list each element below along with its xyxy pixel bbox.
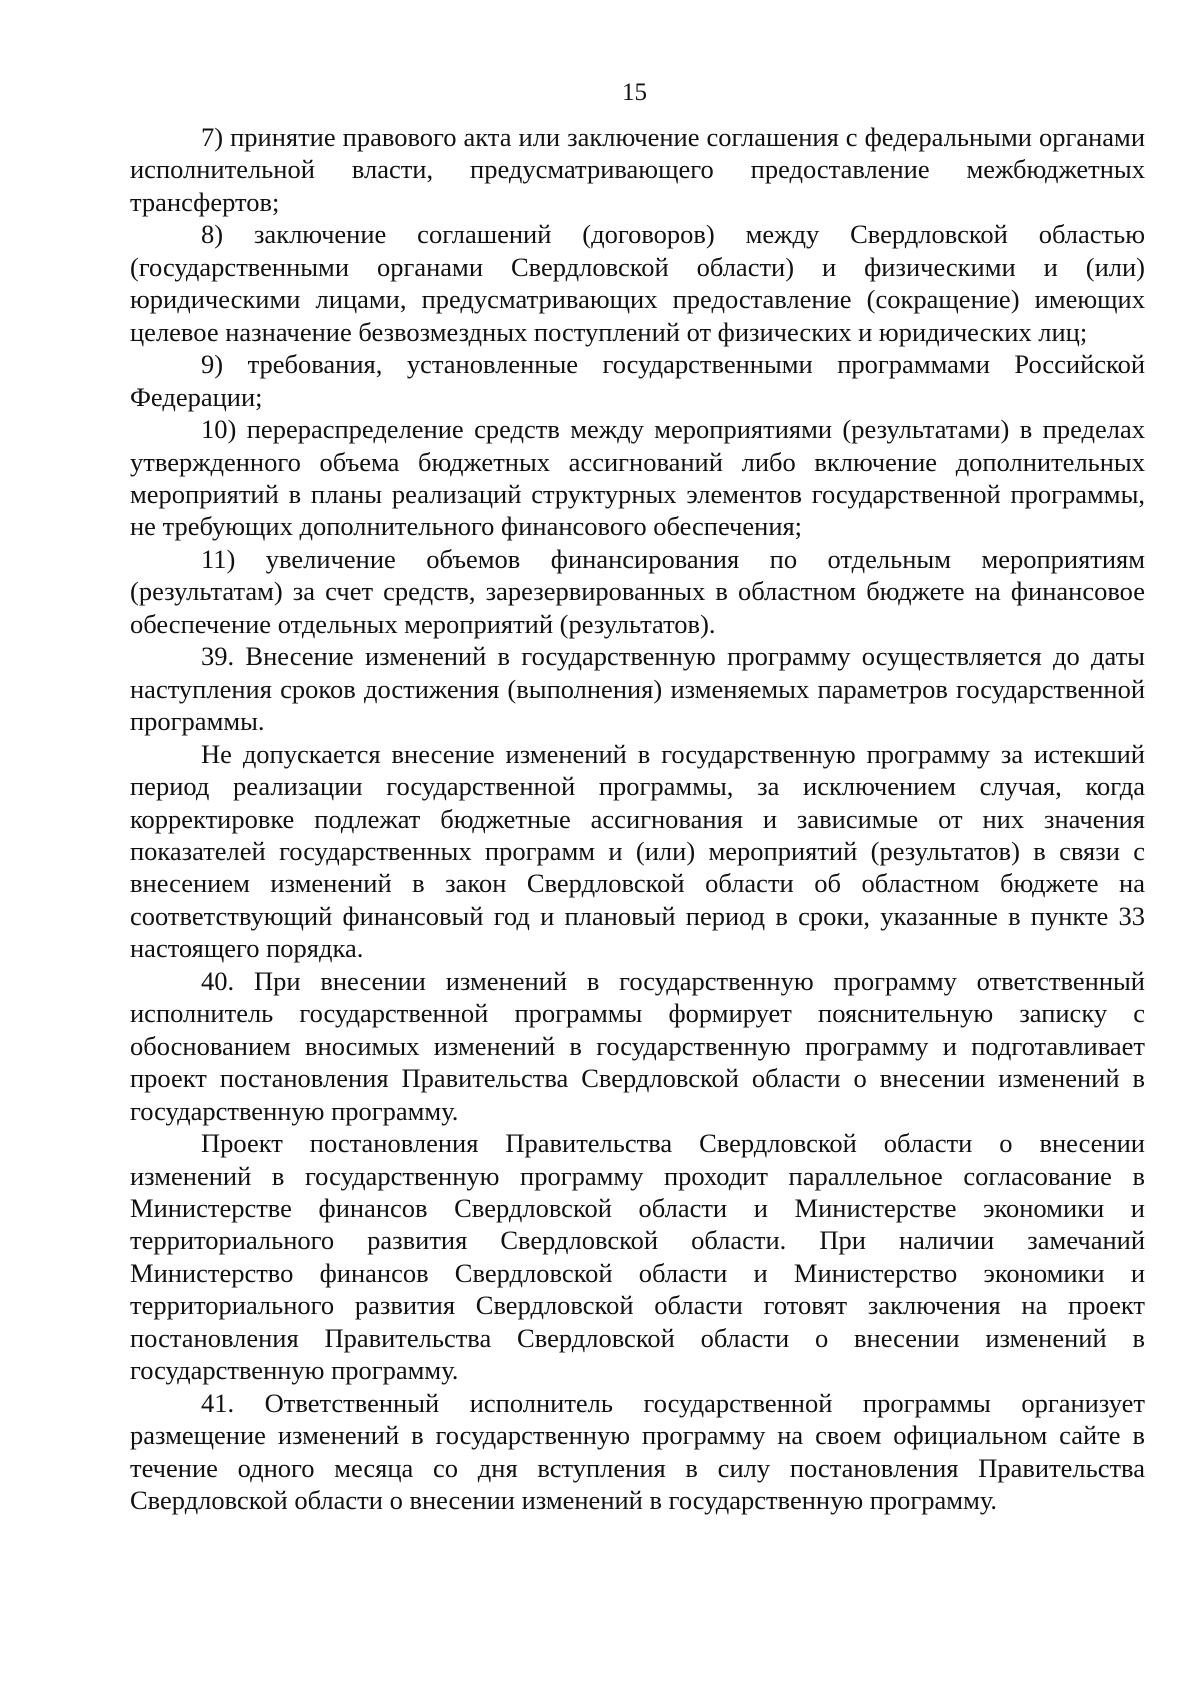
paragraph-section-39: 39. Внесение изменений в государственную программу осуществляется до даты наступления сроков достижения (выполнения) изменяемых параметров государственной программы. [130,641,1145,737]
paragraph-item-10: 10) перераспределение средств между мероприятиями (результатами) в пределах утвержденного объема бюджетных ассигнований либо включение дополнительных мероприятий в планы реализаций структурных элементов государственной программы, не требующих дополнительного финансового обеспечения; [130,414,1145,542]
paragraph-section-40-continuation: Проект постановления Правительства Свердловской области о внесении изменений в государственную программу проходит параллельное согласование в Министерстве финансов Свердловской области и Министерстве экономики и территориального развития Свердловской области. При наличии замечаний Министерство финансов Свердловской области и Министерство экономики и территориального развития Свердловской области готовят заключения на проект постановления Правительства Свердловской области о внесении изменений в государственную программу. [130,1128,1145,1386]
document-body [130,121,1145,1516]
paragraph-item-11: 11) увеличение объемов финансирования по отдельным мероприятиям (результатам) за счет средств, зарезервированных в областном бюджете на финансовое обеспечение отдельных мероприятий (результатов). [130,543,1145,639]
page-number: 15 [622,79,647,106]
paragraph-section-39-continuation: Не допускается внесение изменений в государственную программу за истекший период реализации государственной программы, за исключением случая, когда корректировке подлежат бюджетные ассигнования и зависимые от них значения показателей государственных программ и (или) мероприятий (результатов) в связи с внесением изменений в закон Свердловской области об областном бюджете на соответствующий финансовый год и плановый период в сроки, указанные в пункте 33 настоящего порядка. [130,738,1145,964]
paragraph-item-9: 9) требования, установленные государственными программами Российской Федерации; [130,349,1145,412]
paragraph-section-41: 41. Ответственный исполнитель государственной программы организует размещение изменений в государственную программу на своем официальном сайте в течение одного месяца со дня вступления в силу постановления Правительства Свердловской области о внесении изменений в государственную программу. [130,1387,1145,1516]
paragraph-item-8: 8) заключение соглашений (договоров) между Свердловской областью (государственными органами Свердловской области) и физическими и (или) юридическими лицами, предусматривающих предоставление (сокращение) имеющих целевое назначение безвозмездных поступлений от физических и юридических лиц; [130,219,1145,347]
paragraph-item-7: 7) принятие правового акта или заключение соглашения с федеральными органами исполнительной власти, предусматривающего предоставление межбюджетных трансфертов; [130,122,1145,217]
paragraph-section-40: 40. При внесении изменений в государственную программу ответственный исполнитель государственной программы формирует пояснительную записку с обоснованием вносимых изменений в государственную программу и подготавливает проект постановления Правительства Свердловской области о внесении изменений в государственную программу. [130,965,1145,1126]
